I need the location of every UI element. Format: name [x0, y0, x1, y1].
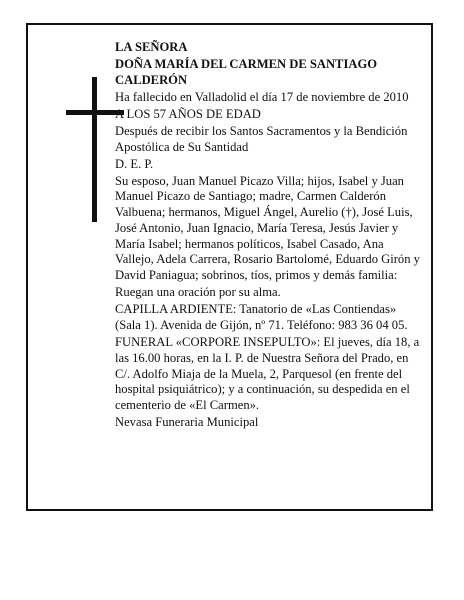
sacraments-statement: Después de recibir los Santos Sacramentos y la Bendición Apostólica de Su Santidad [115, 123, 408, 154]
dep-label: D. E. P. [115, 156, 154, 171]
death-statement: Ha fallecido en Valladolid el día 17 de noviembre de 2010 [115, 89, 409, 104]
deceased-name: DOÑA MARÍA DEL CARMEN DE SANTIAGO CALDERÓN [115, 56, 378, 87]
funeral-info: FUNERAL «CORPORE INSEPULTO»: El jueves, día 18, a las 16.00 horas, en la I. P. de Nuestra Señora del Prado, en C/. Adolfo Miaja de la Muela, 2, Parquesol (en frente del hospital psiquiátrico); y a continuación, su despedida en el cementerio de «El Carmen». [115, 335, 420, 413]
notice-title: LA SEÑORA [115, 40, 188, 54]
prayer-request: Ruegan una oración por su alma. [115, 285, 281, 300]
obituary-text [115, 40, 421, 432]
age-statement: A LOS 57 AÑOS DE EDAD [115, 106, 261, 121]
chapel-info: CAPILLA ARDIENTE: Tanatorio de «Las Contiendas» (Sala 1). Avenida de Gijón, nº 71. Teléfono: 983 36 04 05. [115, 302, 408, 333]
family-list: Su esposo, Juan Manuel Picazo Villa; hijos, Isabel y Juan Manuel Picazo de Santiago; madre, Carmen Calderón Valbuena; hermanos, Miguel Ángel, Aurelio (†), José Luis, José Antonio, Juan Ignacio, María Teresa, Jesús Javier y María Isabel; hermanos políticos, Isabel Casado, Ana Vallejo, Adela Carrera, Rosario Bartolomé, Eduardo Girón y David Paniagua; sobrinos, tíos, primos y demás familia: [115, 173, 420, 283]
funeral-home: Nevasa Funeraria Municipal [115, 415, 259, 430]
cross-vertical-bar [92, 77, 97, 222]
